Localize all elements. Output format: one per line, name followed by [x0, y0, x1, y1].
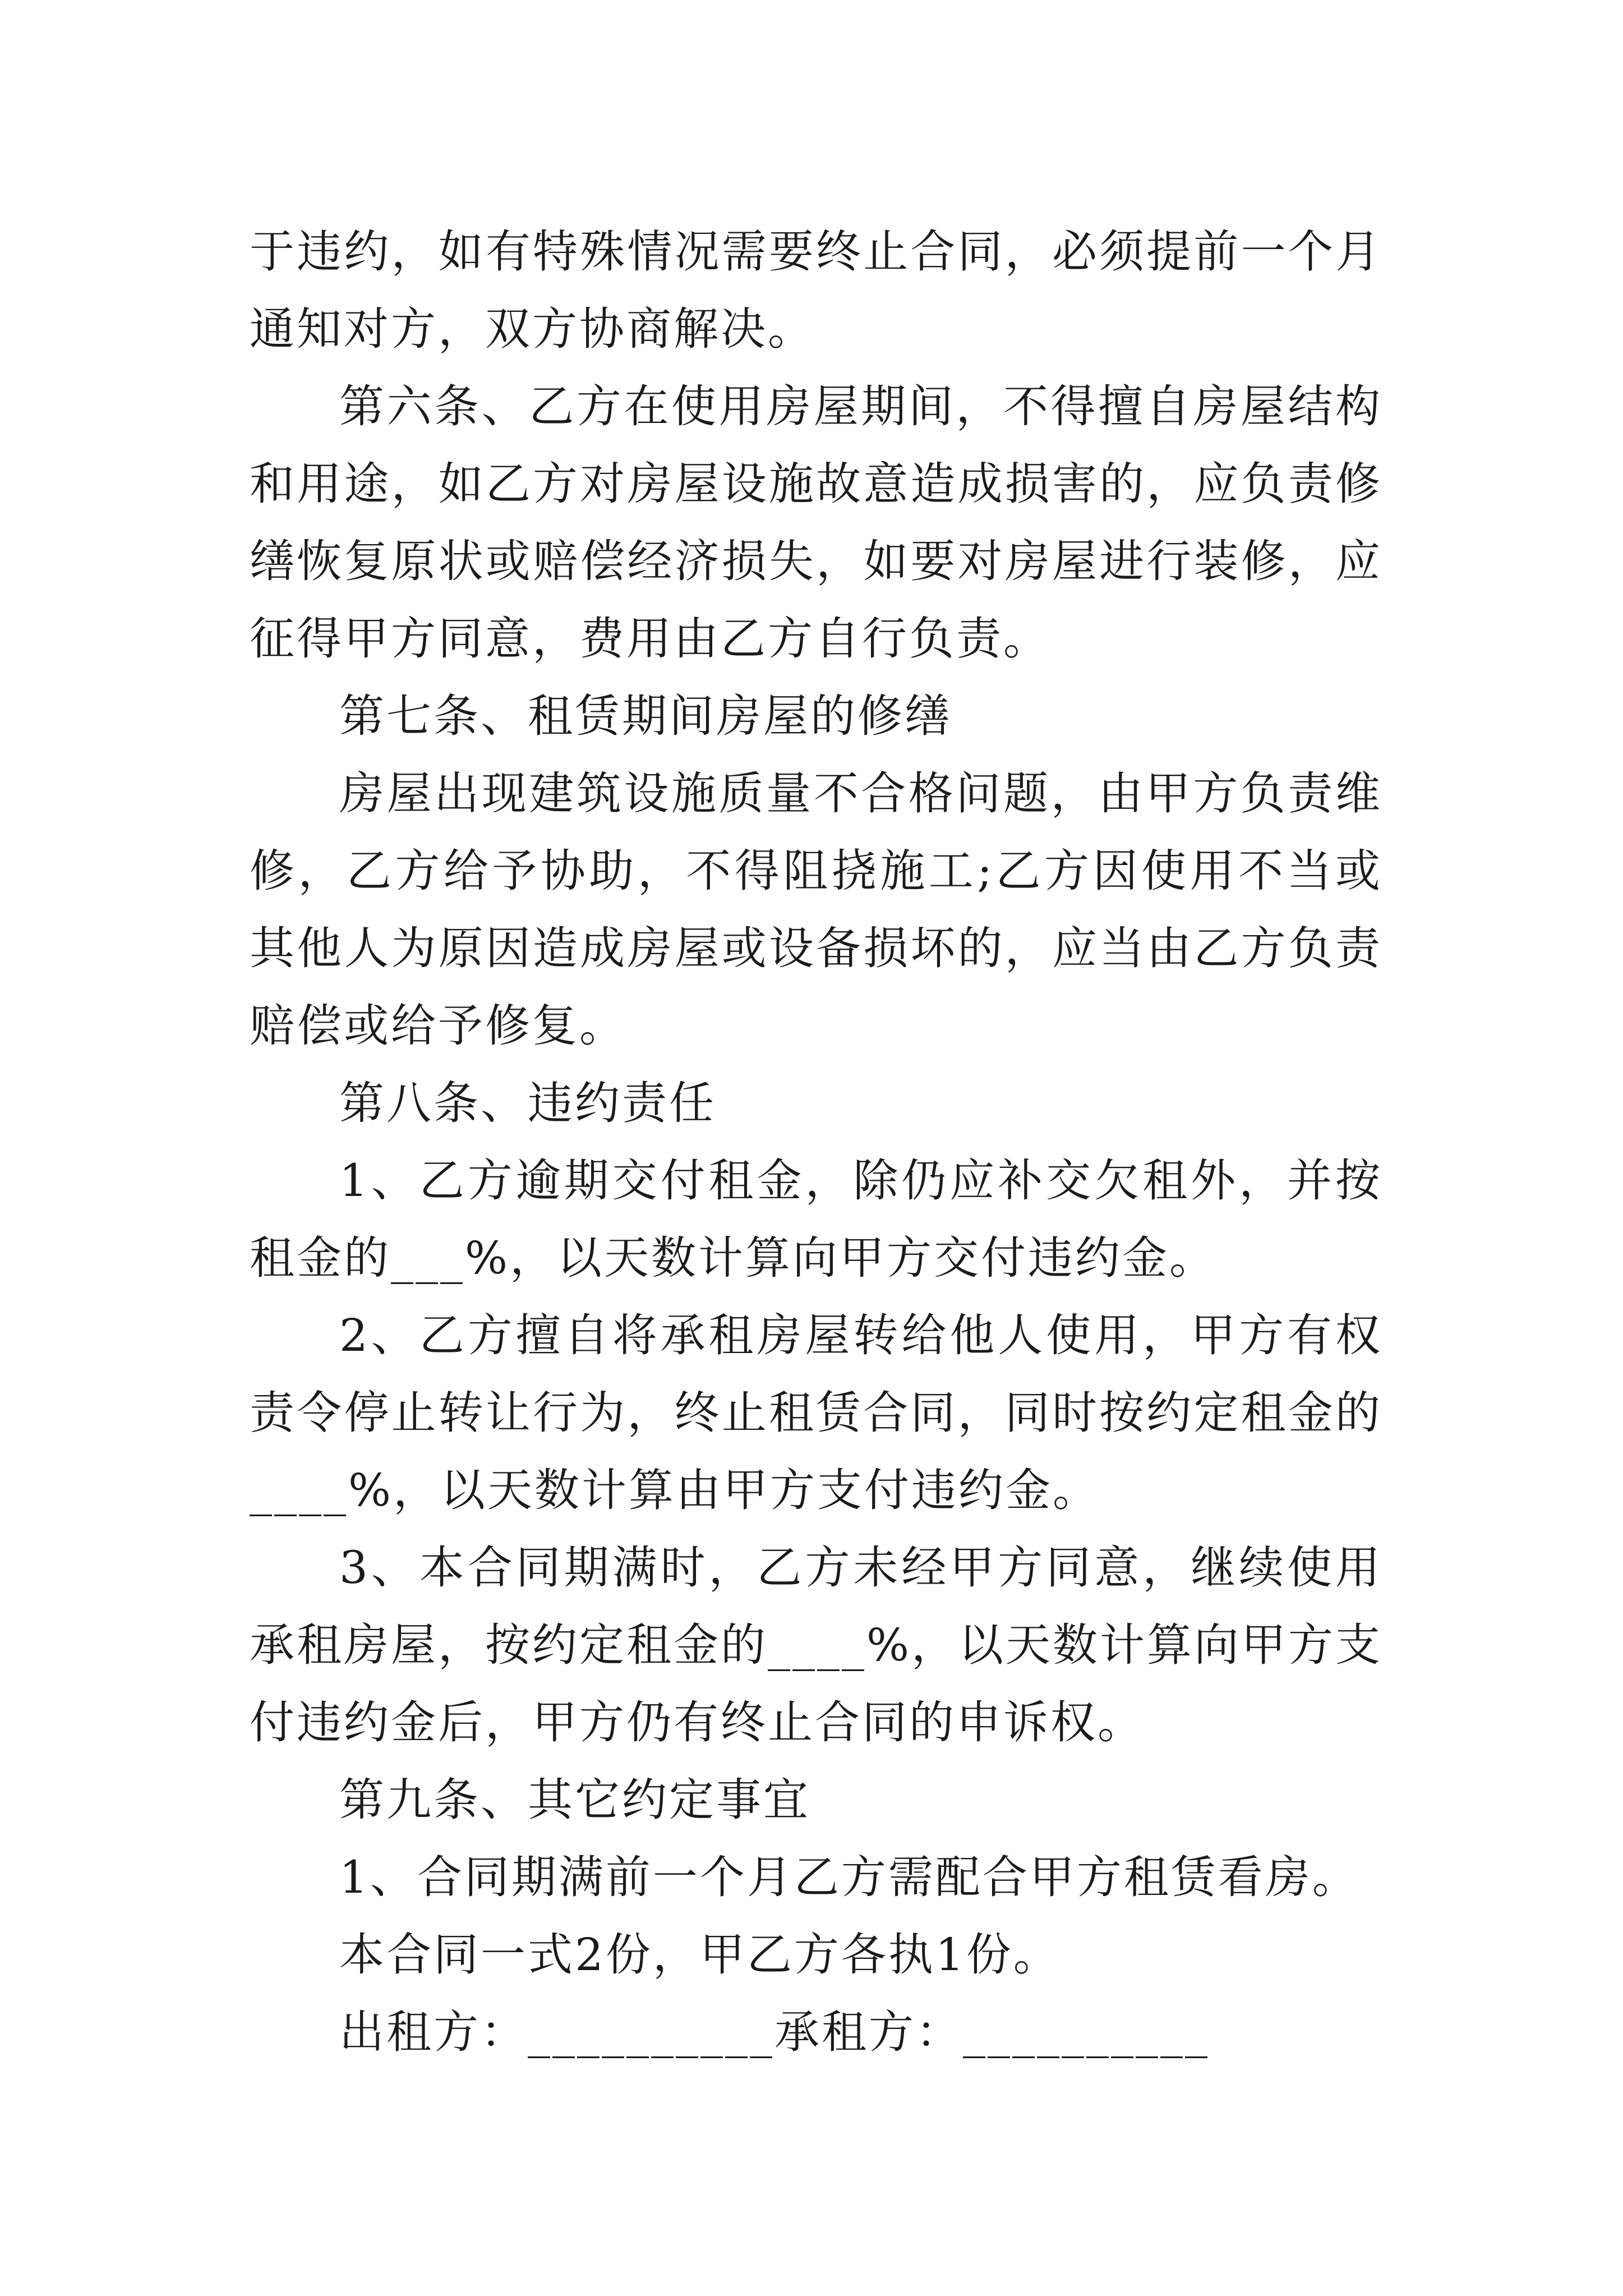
document-body [250, 213, 1382, 2071]
paragraph-continuation: 于违约，如有特殊情况需要终止合同，必须提前一个月通知对方，双方协商解决。 [250, 226, 1382, 355]
signature-line: 出租方：__________承租方：__________ [339, 2006, 1210, 2058]
paragraph-article-8-item-3: 3、本合同期满时，乙方未经甲方同意，继续使用承租房屋，按约定租金的____%，以天数计算向甲方支付违约金后，甲方仍有终止合同的申诉权。 [250, 1542, 1383, 1749]
paragraph-article-6: 第六条、乙方在使用房屋期间，不得擅自房屋结构和用途，如乙方对房屋设施故意造成损害的，应负责修缮恢复原状或赔偿经济损失，如要对房屋进行装修，应征得甲方同意，费用由乙方自行负责。 [250, 380, 1382, 665]
paragraph-article-8-item-1: 1、乙方逾期交付租金，除仍应补交欠租外，并按租金的___%，以天数计算向甲方交付违约金。 [250, 1154, 1382, 1284]
paragraph-copies: 本合同一式2份，甲乙方各执1份。 [339, 1929, 1061, 1981]
heading-article-9: 第九条、其它约定事宜 [339, 1774, 810, 1826]
paragraph-article-9-item-1: 1、合同期满前一个月乙方需配合甲方租赁看房。 [339, 1851, 1359, 1903]
heading-article-7: 第七条、租赁期间房屋的修缮 [339, 690, 952, 742]
heading-article-8: 第八条、违约责任 [339, 1077, 716, 1129]
paragraph-article-7-body: 房屋出现建筑设施质量不合格问题，由甲方负责维修，乙方给予协助，不得阻挠施工;乙方因使用不当或其他人为原因造成房屋或设备损坏的，应当由乙方负责赔偿或给予修复。 [250, 767, 1382, 1052]
paragraph-article-8-item-2: 2、乙方擅自将承租房屋转给他人使用，甲方有权责令停止转让行为，终止租赁合同，同时按约定租金的____%，以天数计算由甲方支付违约金。 [250, 1309, 1382, 1516]
